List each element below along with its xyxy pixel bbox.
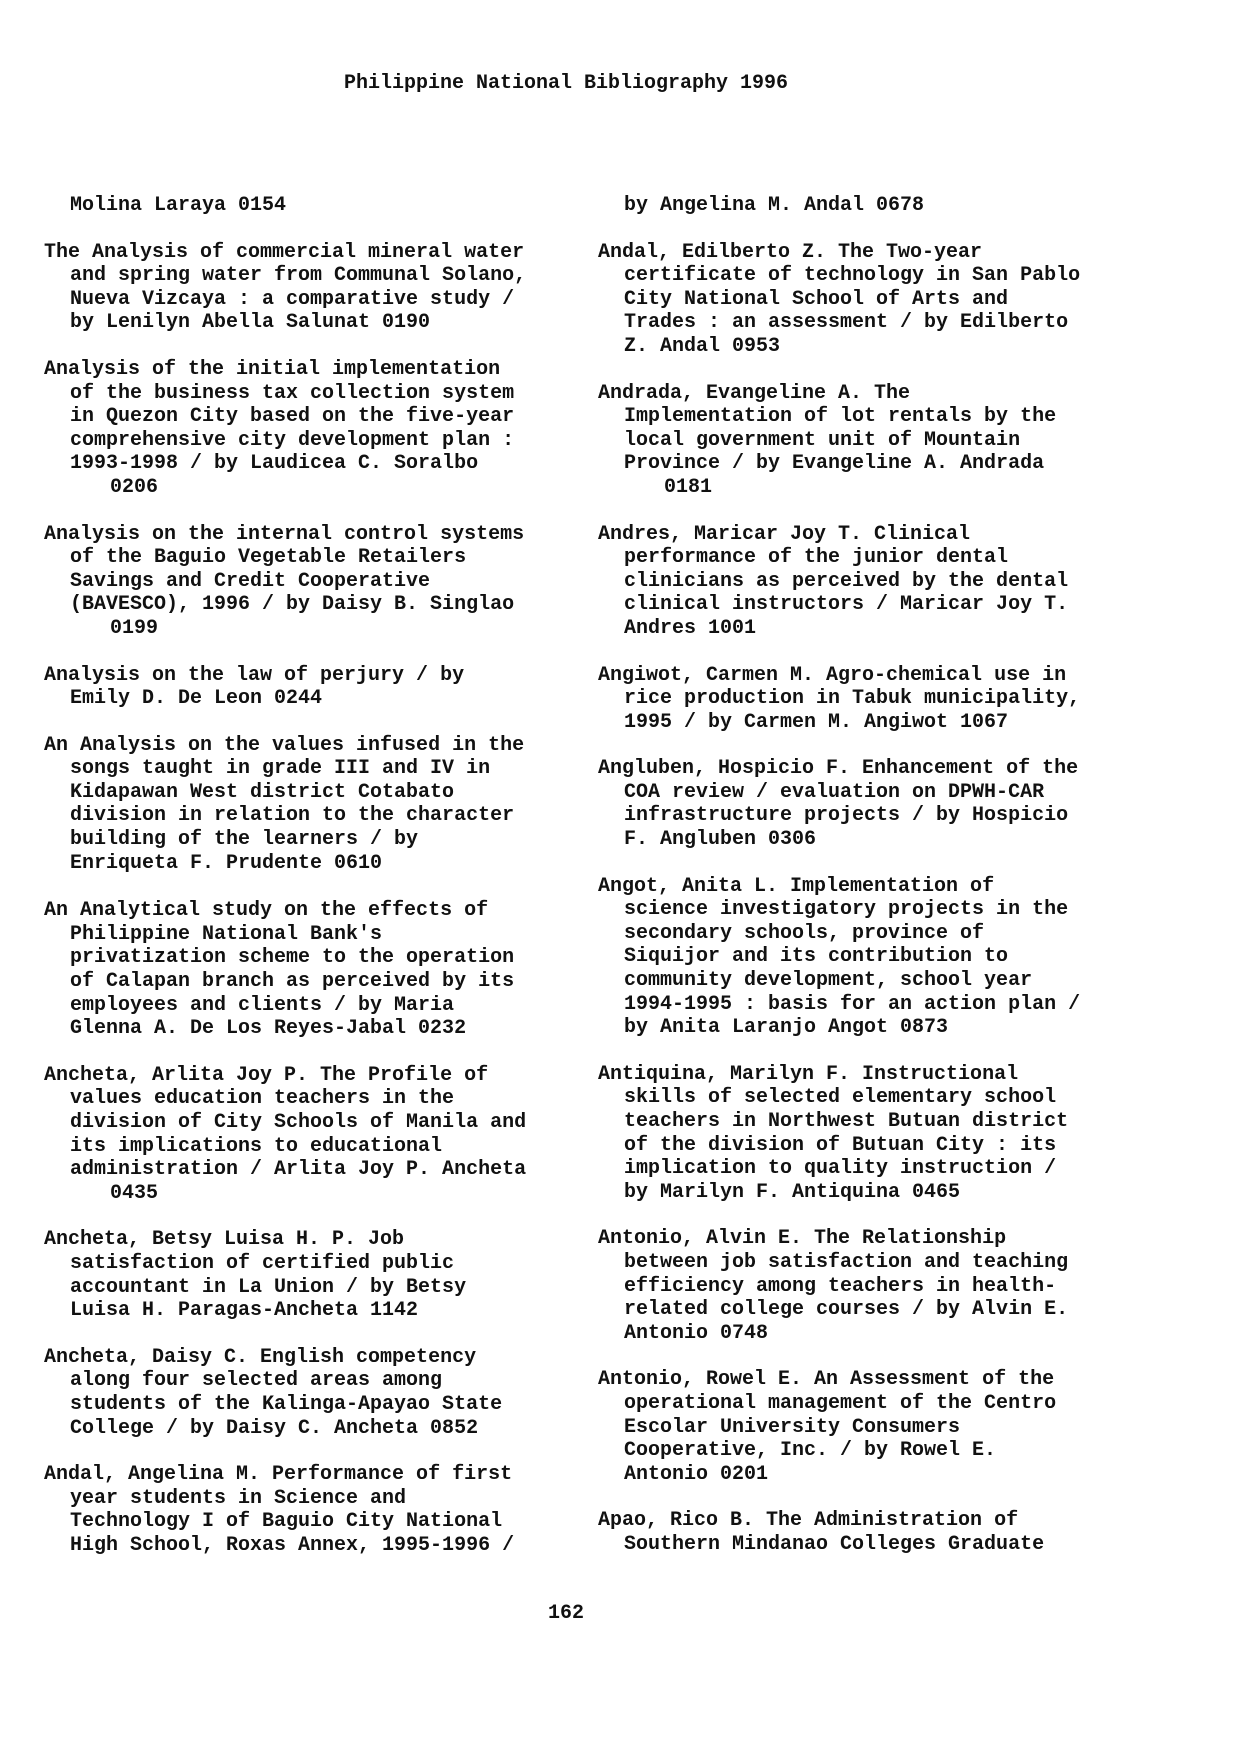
entry-line: 0199 xyxy=(110,616,159,640)
entry-line: of the business tax collection system xyxy=(70,381,515,405)
entry-line: privatization scheme to the operation xyxy=(70,946,515,970)
entry-line: Kidapawan West district Cotabato xyxy=(70,780,455,804)
bibliography-entry xyxy=(598,664,1128,735)
entry-line: Cooperative, Inc. / by Rowel E. xyxy=(624,1439,997,1463)
entry-line: accountant in La Union / by Betsy xyxy=(70,1275,467,1299)
bibliography-entry xyxy=(598,1509,1128,1556)
entry-line: The Analysis of commercial mineral water xyxy=(44,240,525,264)
entry-line: Andres 1001 xyxy=(624,616,757,640)
entry-line: Glenna A. De Los Reyes-Jabal 0232 xyxy=(70,1017,467,1041)
entry-line: Antonio, Rowel E. An Assessment of the xyxy=(598,1368,1055,1392)
bibliography-entry xyxy=(44,664,574,711)
bibliography-entry xyxy=(44,1228,574,1322)
bibliography-entry xyxy=(44,899,574,1041)
entry-line: Province / by Evangeline A. Andrada xyxy=(624,452,1045,476)
entry-line: 0435 xyxy=(110,1181,159,1205)
entry-line: Enriqueta F. Prudente 0610 xyxy=(70,851,383,875)
entry-line: teachers in Northwest Butuan district xyxy=(624,1110,1069,1133)
entry-line: Emily D. De Leon 0244 xyxy=(70,687,323,711)
entry-line: Antiquina, Marilyn F. Instructional xyxy=(598,1062,1019,1086)
entry-line: along four selected areas among xyxy=(70,1369,443,1393)
entry-line: Angluben, Hospicio F. Enhancement of the xyxy=(598,757,1079,781)
entry-line: Analysis on the law of perjury / by xyxy=(44,663,465,687)
entry-line: operational management of the Centro xyxy=(624,1391,1057,1415)
entry-line: Z. Andal 0953 xyxy=(624,334,781,358)
entry-line: College / by Daisy C. Ancheta 0852 xyxy=(70,1416,479,1440)
entry-line: (BAVESCO), 1996 / by Daisy B. Singlao xyxy=(70,593,515,617)
entry-line: local government unit of Mountain xyxy=(624,428,1021,452)
entry-line: Antonio 0748 xyxy=(624,1321,769,1345)
entry-line: infrastructure projects / by Hospicio xyxy=(624,804,1069,828)
entry-line: COA review / evaluation on DPWH-CAR xyxy=(624,780,1045,804)
entry-line: implication to quality instruction / xyxy=(624,1157,1057,1181)
entry-line: by Lenilyn Abella Salunat 0190 xyxy=(70,311,431,335)
entry-line: Antonio 0201 xyxy=(624,1462,769,1486)
entry-line: songs taught in grade III and IV in xyxy=(70,757,491,781)
entry-line: Analysis on the internal control systems xyxy=(44,522,525,546)
bibliography-entry xyxy=(598,241,1128,359)
entry-line: Escolar University Consumers xyxy=(624,1415,961,1439)
bibliography-entry xyxy=(598,1368,1128,1486)
entry-line: Antonio, Alvin E. The Relationship xyxy=(598,1227,1007,1251)
bibliography-entry xyxy=(598,194,1128,218)
entry-line: An Analysis on the values infused in the xyxy=(44,733,525,757)
entry-line: employees and clients / by Maria xyxy=(70,993,455,1017)
entry-line: 0206 xyxy=(110,475,159,499)
entry-line: science investigatory projects in the xyxy=(624,898,1069,922)
entry-line: clinicians as perceived by the dental xyxy=(624,569,1069,593)
entry-line: Apao, Rico B. The Administration of xyxy=(598,1509,1019,1533)
bibliography-entry xyxy=(44,1346,574,1440)
entry-line: 1995 / by Carmen M. Angiwot 1067 xyxy=(624,710,1009,734)
entry-line: Angot, Anita L. Implementation of xyxy=(598,874,995,898)
entry-line: Savings and Credit Cooperative xyxy=(70,569,431,593)
entry-line: Ancheta, Daisy C. English competency xyxy=(44,1345,477,1369)
entry-line: and spring water from Communal Solano, xyxy=(70,264,527,288)
entry-line: 0181 xyxy=(664,475,713,499)
bibliography-entry xyxy=(44,1463,574,1557)
entry-line: by Anita Laranjo Angot 0873 xyxy=(624,1016,949,1040)
entry-line: Nueva Vizcaya : a comparative study / xyxy=(70,287,515,311)
entry-line: efficiency among teachers in health- xyxy=(624,1274,1057,1298)
entry-line: year students in Science and xyxy=(70,1486,407,1510)
entry-line: its implications to educational xyxy=(70,1134,443,1158)
entry-line: Angiwot, Carmen M. Agro-chemical use in xyxy=(598,663,1067,687)
entry-line: Andal, Angelina M. Performance of first xyxy=(44,1463,513,1487)
bibliography-entry xyxy=(44,358,574,500)
entry-line: skills of selected elementary school xyxy=(624,1086,1057,1110)
entry-line: administration / Arlita Joy P. Ancheta xyxy=(70,1158,527,1182)
entry-line: values education teachers in the xyxy=(70,1087,455,1111)
entry-line: in Quezon City based on the five-year xyxy=(70,405,515,429)
bibliography-column-left xyxy=(44,194,574,1581)
entry-line: Luisa H. Paragas-Ancheta 1142 xyxy=(70,1299,419,1323)
entry-line: performance of the junior dental xyxy=(624,546,1009,570)
bibliography-entry xyxy=(598,523,1128,641)
entry-line: An Analytical study on the effects of xyxy=(44,899,489,923)
entry-line: by Marilyn F. Antiquina 0465 xyxy=(624,1180,961,1204)
entry-line: 1993-1998 / by Laudicea C. Soralbo xyxy=(70,452,479,476)
entry-line: Analysis of the initial implementation xyxy=(44,357,501,381)
entry-line: Siquijor and its contribution to xyxy=(624,945,1009,969)
bibliography-entry xyxy=(44,523,574,641)
entry-line: Trades : an assessment / by Edilberto xyxy=(624,311,1069,335)
page-title: Philippine National Bibliography 1996 xyxy=(343,72,789,95)
bibliography-entry xyxy=(598,1063,1128,1205)
bibliography-entry xyxy=(598,1227,1128,1345)
entry-line: Andal, Edilberto Z. The Two-year xyxy=(598,240,983,264)
bibliography-entry xyxy=(44,194,574,218)
entry-line: F. Angluben 0306 xyxy=(624,828,817,852)
entry-line: 1994-1995 : basis for an action plan / xyxy=(624,992,1081,1016)
entry-line: Technology I of Baguio City National xyxy=(70,1510,503,1534)
entry-line: Philippine National Bank's xyxy=(70,922,383,946)
entry-line: rice production in Tabuk municipality, xyxy=(624,687,1081,711)
entry-line: clinical instructors / Maricar Joy T. xyxy=(624,593,1069,617)
entry-line: students of the Kalinga-Apayao State xyxy=(70,1392,503,1416)
entry-line: comprehensive city development plan : xyxy=(70,428,515,452)
entry-line: High School, Roxas Annex, 1995-1996 / xyxy=(70,1533,515,1557)
entry-line: of the division of Butuan City : its xyxy=(624,1133,1057,1157)
bibliography-entry xyxy=(44,241,574,335)
entry-line: related college courses / by Alvin E. xyxy=(624,1298,1069,1322)
entry-line: secondary schools, province of xyxy=(624,921,985,945)
entry-line: building of the learners / by xyxy=(70,828,419,852)
entry-line: community development, school year xyxy=(624,969,1033,993)
entry-line: of the Baguio Vegetable Retailers xyxy=(70,546,467,570)
entry-line: by Angelina M. Andal 0678 xyxy=(624,194,925,217)
entry-line: Andrada, Evangeline A. The xyxy=(598,381,911,405)
entry-line: Molina Laraya 0154 xyxy=(70,194,287,217)
bibliography-entry xyxy=(598,757,1128,851)
entry-line: division in relation to the character xyxy=(70,804,515,828)
entry-line: of Calapan branch as perceived by its xyxy=(70,970,515,994)
page-number: 162 xyxy=(547,1602,584,1625)
entry-line: Ancheta, Betsy Luisa H. P. Job xyxy=(44,1228,405,1252)
entry-line: Southern Mindanao Colleges Graduate xyxy=(624,1532,1045,1556)
entry-line: between job satisfaction and teaching xyxy=(624,1250,1069,1274)
entry-line: satisfaction of certified public xyxy=(70,1251,455,1275)
entry-line: Implementation of lot rentals by the xyxy=(624,405,1057,429)
bibliography-entry xyxy=(598,875,1128,1040)
entry-line: Ancheta, Arlita Joy P. The Profile of xyxy=(44,1063,489,1087)
entry-line: division of City Schools of Manila and xyxy=(70,1111,527,1134)
bibliography-entry xyxy=(598,382,1128,500)
entry-line: certificate of technology in San Pablo xyxy=(624,264,1081,288)
bibliography-entry xyxy=(44,734,574,876)
bibliography-entry xyxy=(44,1064,574,1206)
entry-line: City National School of Arts and xyxy=(624,287,1009,311)
bibliography-column-right xyxy=(598,194,1128,1580)
entry-line: Andres, Maricar Joy T. Clinical xyxy=(598,522,971,546)
